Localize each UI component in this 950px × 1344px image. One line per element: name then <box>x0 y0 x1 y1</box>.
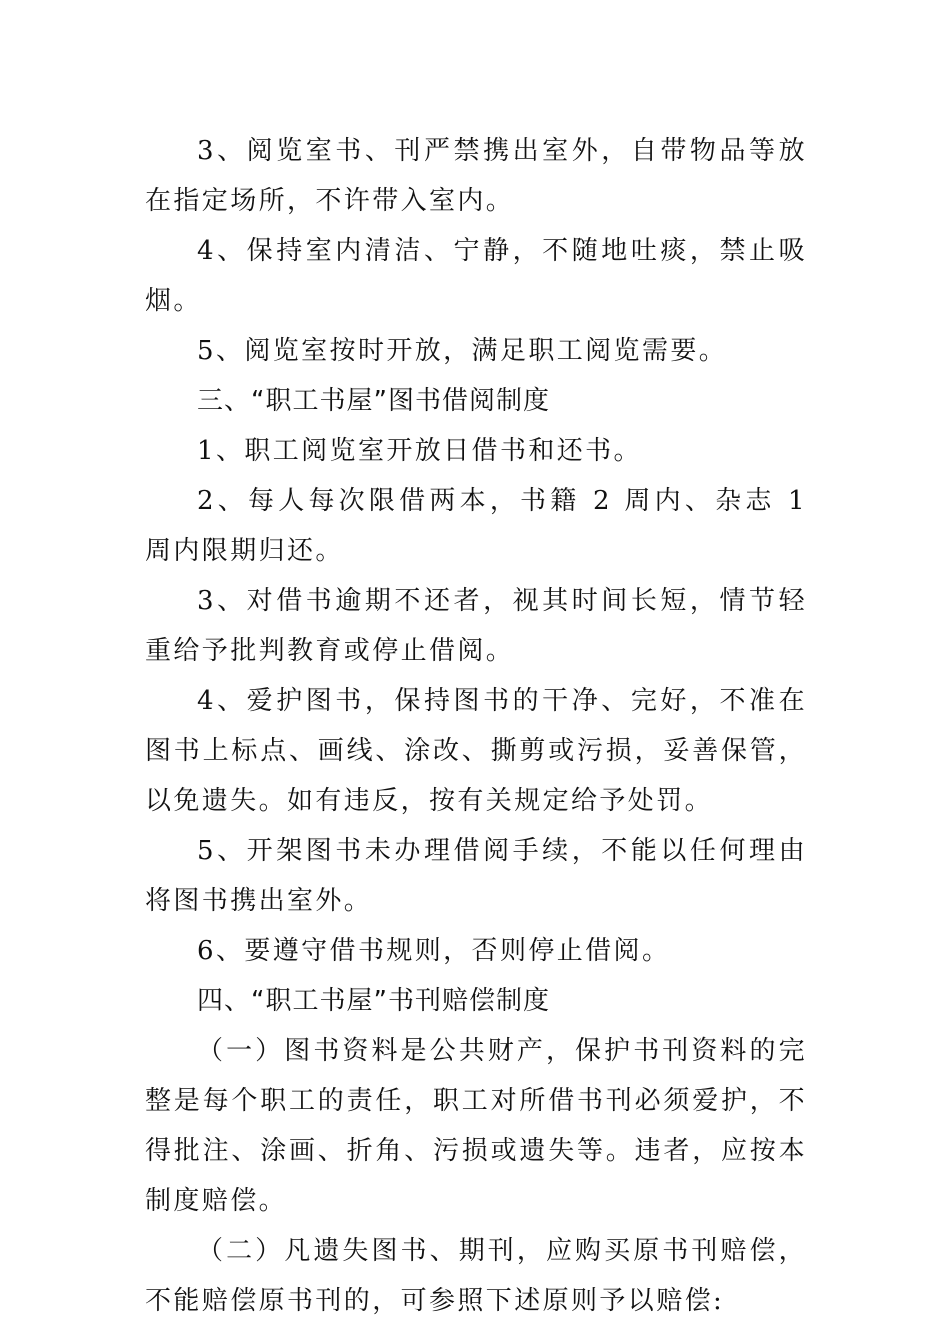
paragraph-reading-room-rule-4: 4、保持室内清洁、宁静，不随地吐痰，禁止吸烟。 <box>145 236 807 316</box>
paragraph-compensation-rule-1: （一）图书资料是公共财产，保护书刊资料的完整是每个职工的责任，职工对所借书刊必须爱护，不得批注、涂画、折角、污损或遗失等。违者，应按本制度赔偿。 <box>145 1036 807 1216</box>
paragraph-borrowing-rule-4: 4、爱护图书，保持图书的干净、完好，不准在图书上标点、画线、涂改、撕剪或污损，妥善保管，以免遗失。如有违反，按有关规定给予处罚。 <box>145 686 807 816</box>
section-heading-compensation-rules: 四、“职工书屋”书刊赔偿制度 <box>197 986 550 1016</box>
paragraph-borrowing-rule-3: 3、对借书逾期不还者，视其时间长短，情节轻重给予批判教育或停止借阅。 <box>145 586 807 666</box>
paragraph-borrowing-rule-5: 5、开架图书未办理借阅手续，不能以任何理由将图书携出室外。 <box>145 836 807 916</box>
paragraph-compensation-rule-2: （二）凡遗失图书、期刊，应购买原书刊赔偿，不能赔偿原书刊的，可参照下述原则予以赔偿: <box>145 1236 807 1316</box>
paragraph-borrowing-rule-2: 2、每人每次限借两本，书籍 2 周内、杂志 1 周内限期归还。 <box>145 486 807 566</box>
paragraph-reading-room-rule-5: 5、阅览室按时开放，满足职工阅览需要。 <box>197 336 728 366</box>
paragraph-reading-room-rule-3: 3、阅览室书、刊严禁携出室外，自带物品等放在指定场所，不许带入室内。 <box>145 136 807 216</box>
section-heading-borrowing-rules: 三、“职工书屋”图书借阅制度 <box>197 386 550 416</box>
document-body <box>145 126 807 1326</box>
paragraph-borrowing-rule-1: 1、职工阅览室开放日借书和还书。 <box>197 436 642 466</box>
paragraph-borrowing-rule-6: 6、要遵守借书规则，否则停止借阅。 <box>197 936 671 966</box>
